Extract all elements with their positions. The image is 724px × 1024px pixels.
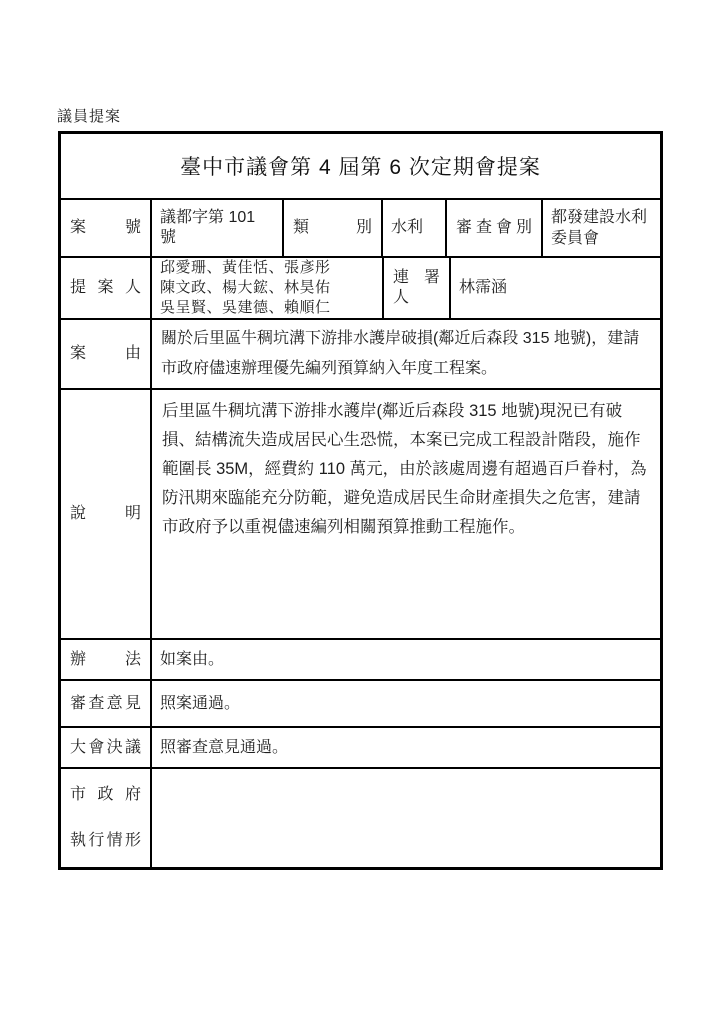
assembly-resolution-value: 照審查意見通過。	[150, 728, 660, 767]
proposer-name-line: 吳呈賢、吳建德、賴順仁	[160, 299, 331, 316]
case-number-label-cell	[61, 200, 150, 256]
review-committee-label: 審查會別	[456, 219, 532, 236]
category-label-cell	[282, 200, 381, 256]
description-value: 后里區牛稠坑溝下游排水護岸(鄰近后森段 315 地號)現況已有破損、結構流失造成居民心生恐慌，本案已完成工程設計階段，施作範圍長 35M，經費約 110 萬元，由於該處周邊有超過百戶眷村，為防汛期來臨能充分防範，避免造成居民生命財產損失之危害，建請市政府予以重視儘速編列相關預算推動工程施作。	[150, 390, 660, 638]
document-title: 臺中市議會第 4 屆第 6 次定期會提案	[180, 156, 541, 179]
subject-label-cell	[61, 320, 150, 388]
proposal-table	[58, 131, 663, 870]
subject-value: 關於后里區牛稠坑溝下游排水護岸破損(鄰近后森段 315 地號)，建請市政府儘速辦理優先編列預算納入年度工程案。	[150, 320, 660, 388]
assembly-resolution-label-cell	[61, 728, 150, 767]
description-label: 說明	[70, 505, 141, 522]
assembly-resolution-row	[61, 726, 660, 767]
execution-label-line2: 執行情形	[70, 832, 141, 849]
review-committee-label-cell	[445, 200, 541, 256]
review-opinion-label-cell	[61, 681, 150, 726]
title-row	[61, 134, 660, 198]
proposer-name-line: 陳文政、楊大鋐、林昊佑	[160, 279, 331, 296]
execution-value	[150, 769, 660, 867]
proposer-name-line: 邱愛珊、黃佳恬、張彥彤	[160, 259, 331, 276]
execution-row	[61, 767, 660, 867]
execution-label-cell	[61, 769, 150, 867]
review-opinion-row	[61, 679, 660, 726]
cosigners-label-cell	[382, 258, 449, 318]
execution-label-line1: 市政府	[70, 786, 141, 803]
case-number-value: 議都字第 101 號	[150, 200, 282, 256]
method-label: 辦法	[70, 650, 141, 668]
proposers-label: 提案人	[70, 279, 141, 296]
execution-label-gap	[61, 805, 150, 831]
proposers-row	[61, 256, 660, 318]
subject-row	[61, 318, 660, 388]
description-label-cell	[61, 390, 150, 638]
proposers-value	[150, 258, 382, 318]
case-number-label: 案號	[70, 219, 141, 236]
assembly-resolution-label: 大會決議	[70, 738, 141, 756]
case-number-row	[61, 198, 660, 256]
method-value: 如案由。	[150, 640, 660, 679]
review-opinion-label: 審查意見	[70, 694, 141, 712]
method-label-cell	[61, 640, 150, 679]
method-row	[61, 638, 660, 679]
description-row	[61, 388, 660, 638]
cosigners-value: 林霈涵	[449, 258, 660, 318]
review-committee-value: 都發建設水利委員會	[541, 200, 660, 256]
cosigners-label: 連署人	[393, 269, 440, 306]
subject-label: 案由	[70, 345, 141, 362]
review-opinion-value: 照案通過。	[150, 681, 660, 726]
category-value: 水利	[381, 200, 445, 256]
category-label: 類別	[293, 219, 372, 236]
proposers-label-cell	[61, 258, 150, 318]
doc-type-label: 議員提案	[57, 108, 122, 125]
